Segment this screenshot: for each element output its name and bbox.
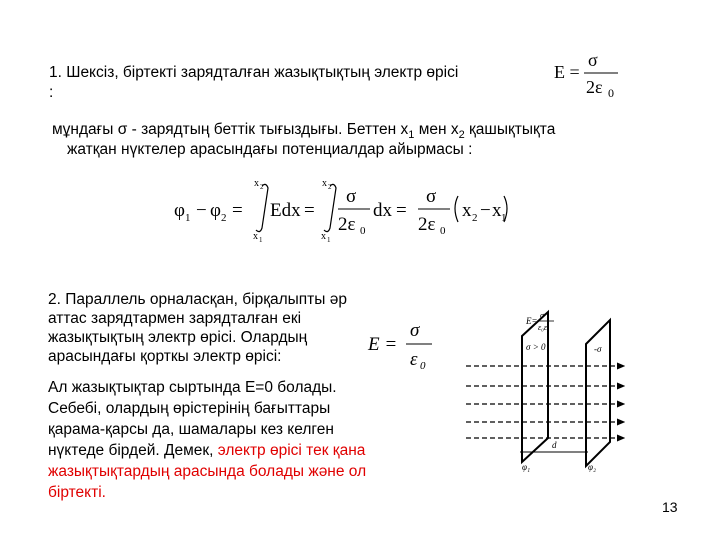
field-lines bbox=[466, 366, 624, 438]
item2-line1: 2. Параллель орналасқан, бірқалыпты әр bbox=[48, 291, 347, 308]
fig-e-numerator: σ bbox=[540, 311, 544, 320]
outside-line3: қарама-қарсы да, шамалары кез келген bbox=[48, 421, 334, 438]
frac2-numerator: σ bbox=[426, 186, 437, 207]
formula-potential-difference bbox=[170, 176, 510, 242]
int1-lower: x bbox=[253, 231, 258, 242]
fig-e-denominator: ε₀ε bbox=[538, 323, 548, 332]
formula-numerator: σ bbox=[588, 50, 598, 70]
formula2-lhs: E = bbox=[368, 334, 398, 355]
phi1: φ bbox=[174, 200, 185, 221]
formula2-numerator: σ bbox=[410, 320, 420, 341]
where-x2-sub: 2 bbox=[458, 129, 465, 142]
phi2-sub: 2 bbox=[221, 212, 227, 224]
outside-line4 bbox=[48, 441, 365, 460]
item2-line3: жазықтықтың электр өрісі. Олардың bbox=[48, 329, 308, 346]
frac2-denominator: 2ε bbox=[418, 214, 436, 235]
int1-upper: x bbox=[254, 178, 259, 189]
integrand-edx: Edx bbox=[270, 200, 301, 221]
equals-2: = bbox=[304, 200, 315, 221]
fig-e-label: E= bbox=[526, 316, 538, 326]
equals-1: = bbox=[232, 200, 243, 221]
fig-phi1-label: φ₁ bbox=[522, 462, 531, 472]
figure-charged-planes bbox=[460, 304, 632, 474]
outside-line6: біртекті. bbox=[48, 484, 106, 501]
paren-minus: − bbox=[480, 200, 491, 221]
frac2-denominator-sub: 0 bbox=[440, 225, 446, 237]
formula2-denominator: ε bbox=[410, 349, 418, 370]
frac1-denominator-sub: 0 bbox=[360, 225, 366, 237]
paren-x1-sub: 1 bbox=[501, 212, 507, 224]
equals-3: = bbox=[396, 200, 407, 221]
int2-lower-sub: 1 bbox=[327, 236, 331, 242]
formula2-denominator-sub: 0 bbox=[420, 360, 426, 372]
outside-line1: Ал жазықтықтар сыртында Е=0 болады. bbox=[48, 379, 337, 396]
integral-sign-2 bbox=[324, 184, 336, 231]
dx: dx bbox=[373, 200, 392, 221]
formula-single-plane bbox=[552, 44, 632, 100]
frac1-numerator: σ bbox=[346, 186, 357, 207]
paren-x1: x bbox=[492, 200, 502, 221]
page-number: 13 bbox=[662, 499, 678, 515]
where-line1-part-a: мұндағы σ - зарядтың беттік тығыздығы. Беттен х bbox=[52, 121, 409, 138]
item2-line4: арасындағы қорткы электр өрісі: bbox=[48, 348, 282, 365]
where-x1-sub: 1 bbox=[408, 129, 415, 142]
fig-sigma-negative: -σ bbox=[594, 344, 602, 354]
integral-sign-1 bbox=[256, 184, 268, 231]
where-line1-part-b: мен х bbox=[414, 121, 459, 138]
fig-sigma-positive: σ > 0 bbox=[526, 342, 546, 352]
int1-upper-sub: 2 bbox=[260, 183, 264, 191]
outside-line5: жазықтықтардың арасында болады және ол bbox=[48, 463, 367, 480]
int1-lower-sub: 1 bbox=[259, 236, 263, 242]
left-plate bbox=[522, 312, 548, 462]
formula-denominator: 2ε bbox=[586, 77, 603, 97]
paren-open bbox=[455, 196, 458, 222]
fig-d-label: d bbox=[552, 440, 557, 450]
fig-phi2-label: φ₂ bbox=[588, 462, 597, 472]
phi2: φ bbox=[210, 200, 221, 221]
right-plate bbox=[586, 320, 610, 466]
outside-line4-red: электр өрісі тек қана bbox=[217, 442, 366, 459]
outside-line2: Себебі, олардың өрістерінің бағыттары bbox=[48, 400, 331, 417]
minus-sign: − bbox=[196, 200, 207, 221]
where-line2: жатқан нүктелер арасындағы потенциалдар айырмасы : bbox=[67, 141, 473, 158]
item2-line2: аттас зарядтармен зарядталған екі bbox=[48, 310, 302, 327]
item1-text-line1: 1. Шексіз, біртекті зарядталған жазықтықтың электр өрісі bbox=[49, 64, 459, 81]
int2-upper-sub: 2 bbox=[328, 183, 332, 191]
formula-two-planes bbox=[366, 316, 442, 374]
paren-x2: x bbox=[462, 200, 472, 221]
outside-line4-black: нүктеде бірдей. Демек, bbox=[48, 442, 218, 459]
formula-lhs: E = bbox=[554, 62, 580, 82]
formula-denominator-sub: 0 bbox=[608, 86, 614, 100]
frac1-denominator: 2ε bbox=[338, 214, 356, 235]
int2-upper: x bbox=[322, 178, 327, 189]
int2-lower: x bbox=[321, 231, 326, 242]
phi1-sub: 1 bbox=[185, 212, 191, 224]
where-line1-part-c: қашықтықта bbox=[464, 121, 556, 138]
item1-text-line2: : bbox=[49, 84, 54, 101]
paren-x2-sub: 2 bbox=[472, 212, 478, 224]
